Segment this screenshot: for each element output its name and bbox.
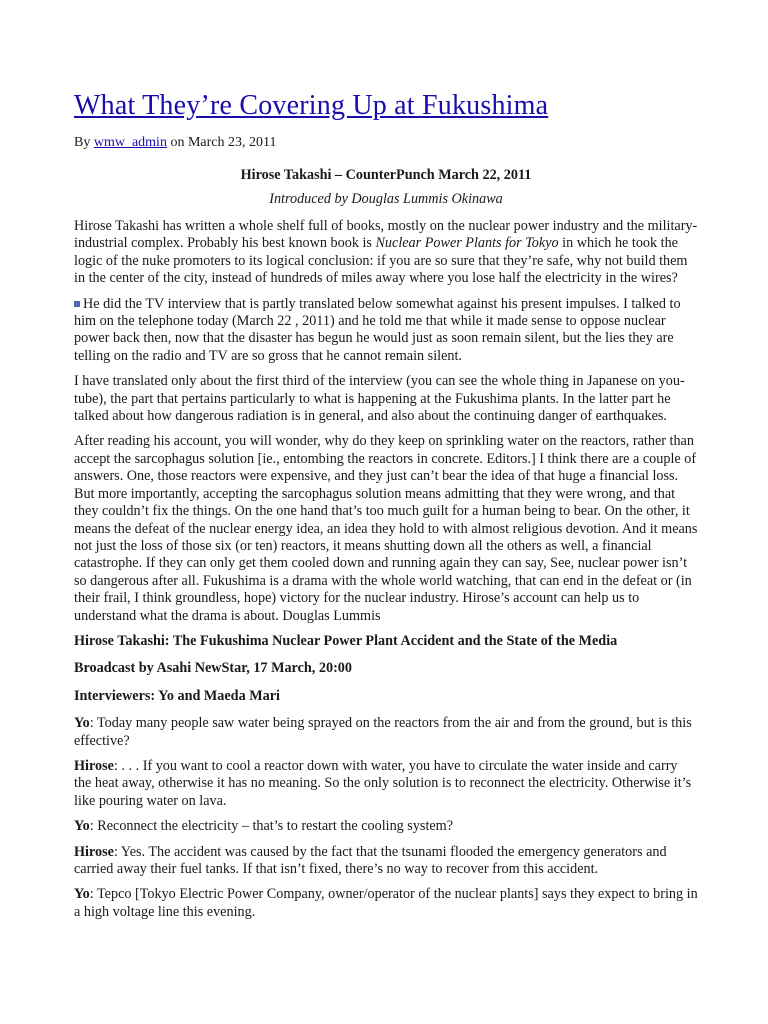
speaker-name: Yo: [74, 886, 90, 903]
speaker-name: Hirose: [74, 843, 114, 860]
source-line: Hirose Takashi – CounterPunch March 22, 2011: [240, 167, 532, 183]
speaker-name: Hirose: [74, 757, 114, 774]
speaker-separator: :: [113, 843, 121, 860]
dialogue-text: If you want to cool a reactor down with water, you have to circulate the water inside and carry the heat away, otherwise it has no meaning. So the only solution is to reconnect the electricity. Otherwise it’s like pouring water on lava.: [74, 757, 692, 809]
interviewers-heading: Interviewers: Yo and Maeda Mari: [74, 687, 280, 704]
paragraph-2: [74, 296, 698, 366]
byline: [74, 134, 698, 152]
dialogue-line: [74, 758, 698, 810]
speaker-name: Yo: [74, 818, 90, 835]
dialogue-line: [74, 886, 698, 921]
paragraph-3: I have translated only about the first third of the interview (you can see the whole thing in Japanese on you-tube), the part that pertains particularly to what is happening at the Fukushima plants. In the latter part he talked about how dangerous radiation is in general, and also about the continuing danger of earthquakes.: [74, 373, 685, 425]
speaker-separator: : . . .: [113, 757, 143, 774]
dialogue-line: [74, 844, 698, 879]
dialogue-text: Tepco [Tokyo Electric Power Company, owner/operator of the nuclear plants] says they expect to bring in a high voltage line this evening.: [74, 886, 698, 920]
paragraph-1: [74, 218, 698, 288]
broken-image-icon: [74, 301, 80, 307]
intro-line: Introduced by Douglas Lummis Okinawa: [269, 191, 503, 207]
speaker-separator: :: [89, 886, 97, 903]
broadcast-heading: Broadcast by Asahi NewStar, 17 March, 20:00: [74, 660, 352, 677]
author-link[interactable]: wmw_admin: [93, 135, 167, 150]
article-title[interactable]: What They’re Covering Up at Fukushima: [74, 90, 549, 121]
dialogue-text: Today many people saw water being sprayed on the reactors from the air and from the ground, but is this effective?: [74, 715, 692, 749]
book-title: Nuclear Power Plants for Tokyo: [375, 235, 559, 252]
dialogue-text: Reconnect the electricity – that’s to restart the cooling system?: [97, 818, 454, 835]
dialogue-text: Yes. The accident was caused by the fact that the tsunami flooded the emergency generators and carried away their fuel tanks. If that isn’t fixed, there’s no way to recover from this accident.: [74, 843, 667, 877]
paragraph-1-part-a: Hirose Takashi has written a whole shelf full of books, mostly on the nuclear power industry and the military-industrial complex. Probably his best known book is: [74, 218, 698, 252]
dialogue-line: [74, 818, 698, 835]
dialogue-line: [74, 715, 698, 750]
speaker-separator: :: [89, 715, 97, 732]
paragraph-1-part-b: in which he took the logic of the nuke promoters to its logical conclusion: if you are so sure that they’re safe, why not build them in the center of the city, instead of hundreds of miles away where you lose half the electricity in the wires?: [74, 235, 688, 287]
speaker-separator: :: [89, 818, 98, 835]
interview-heading: Hirose Takashi: The Fukushima Nuclear Power Plant Accident and the State of the Media: [74, 632, 618, 649]
byline-prefix: By: [74, 135, 94, 150]
speaker-name: Yo: [74, 715, 90, 732]
byline-date: on March 23, 2011: [166, 135, 277, 150]
paragraph-4: After reading his account, you will wonder, why do they keep on sprinkling water on the reactors, rather than accept the sarcophagus solution [ie., entombing the reactors in concrete. Editors.] I think there are a couple of answers. One, those reactors were expensive, and they just can’t bear the idea of that huge a financial loss. But more importantly, accepting the sarcophagus solution means admitting that they were wrong, and that they couldn’t fix the things. On the one hand that’s too much guilt for a human being to bear. On the other, it means the defeat of the nuclear energy idea, an idea they hold to with almost religious devotion. And it means not just the loss of those six (or ten) reactors, it means shutting down all the others as well, a financial catastrophe. If they can only get them cooled down and running again they can say, See, nuclear power isn’t so dangerous after all. Fukushima is a drama with the whole world watching, that can end in the defeat or (in their frail, I think groundless, hope) victory for the nuclear industry. Hirose’s account can help us to understand what the drama is about. Douglas Lummis: [74, 433, 698, 624]
paragraph-2-text: He did the TV interview that is partly translated below somewhat against his present impulses. I talked to him on the telephone today (March 22 , 2011) and he told me that while it made sense to oppose nuclear power back then, now that the disaster has begun he would just as soon remain silent, but the lies they are telling on the radio and TV are so gross that he cannot remain silent.: [74, 295, 681, 364]
